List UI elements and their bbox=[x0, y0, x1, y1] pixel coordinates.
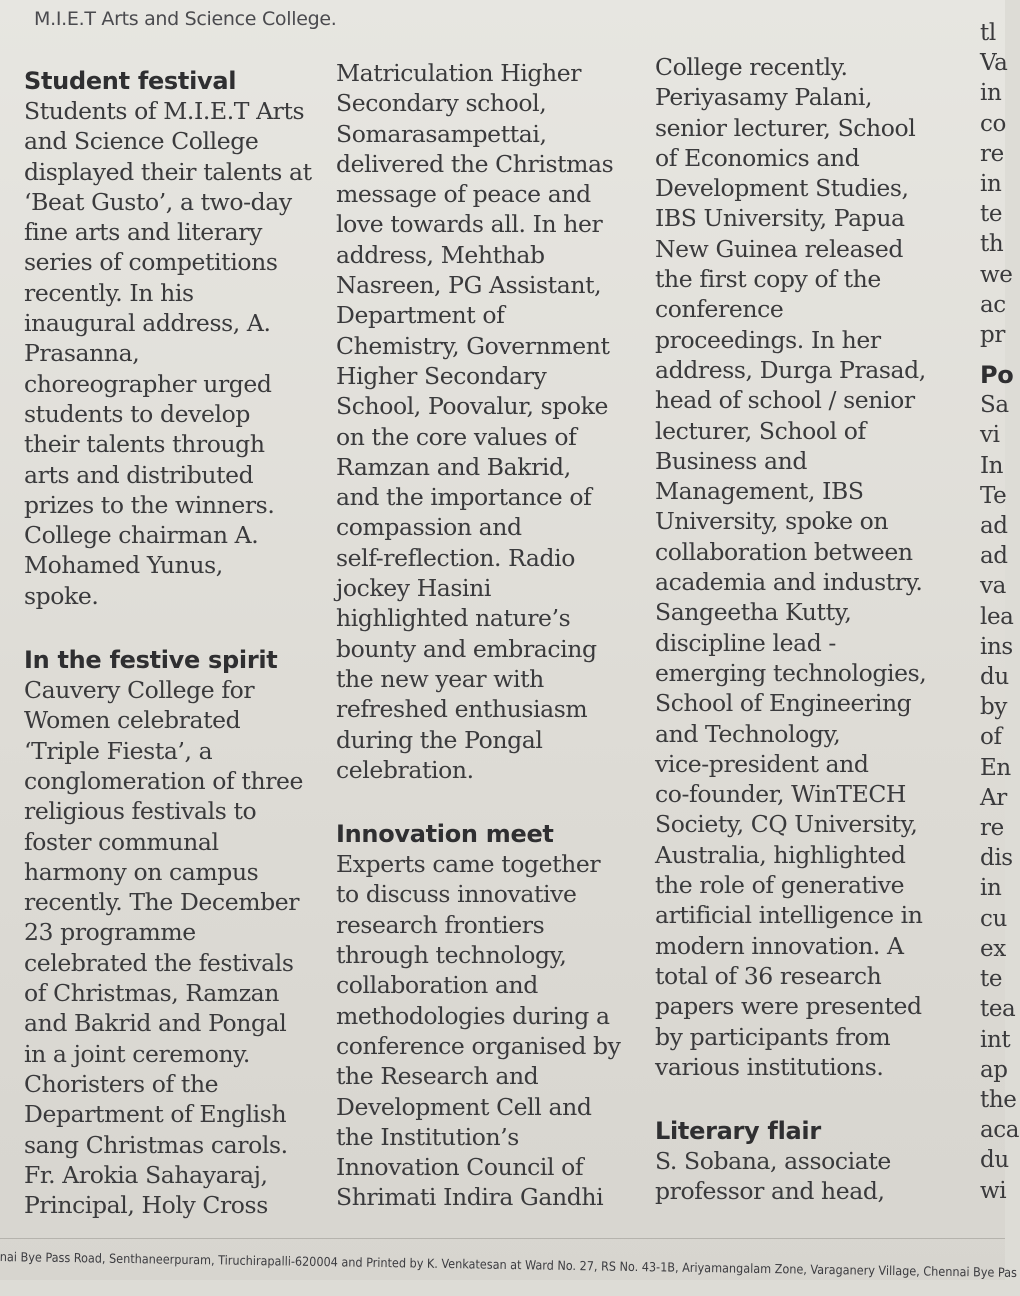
article-festive-continued bbox=[336, 58, 636, 785]
headline-innovation-meet: Innovation meet bbox=[336, 820, 554, 849]
text-line: tea bbox=[980, 996, 1016, 1023]
text-line: fine arts and literary bbox=[24, 218, 262, 247]
text-line: co-founder, WinTECH bbox=[655, 780, 907, 809]
text-line: the Research and bbox=[336, 1062, 539, 1091]
text-line: Te bbox=[980, 482, 1007, 509]
text-line: in bbox=[980, 875, 1002, 902]
text-line: Women celebrated bbox=[24, 706, 241, 735]
text-line: inaugural address, A. bbox=[24, 309, 271, 338]
text-line: papers were presented bbox=[655, 992, 922, 1021]
text-line: Cauvery College for bbox=[24, 676, 255, 705]
article-student-festival bbox=[24, 96, 324, 611]
text-line: message of peace and bbox=[336, 180, 591, 209]
text-line: Higher Secondary bbox=[336, 361, 547, 390]
text-line: highlighted nature’s bbox=[336, 604, 571, 633]
text-line: Sa bbox=[980, 392, 1009, 419]
text-line: research frontiers bbox=[336, 910, 545, 939]
text-line: in a joint ceremony. bbox=[24, 1039, 251, 1068]
text-line: Business and bbox=[655, 446, 808, 475]
text-line: School of Engineering bbox=[655, 689, 912, 718]
text-line: of Christmas, Ramzan bbox=[24, 979, 280, 1008]
text-line: emerging technologies, bbox=[655, 658, 927, 687]
text-line: Innovation Council of bbox=[336, 1153, 584, 1182]
headline-cropped: Po bbox=[980, 361, 1014, 390]
text-line: recently. In his bbox=[24, 278, 194, 307]
text-line: du bbox=[980, 1147, 1009, 1174]
text-line: bounty and embracing bbox=[336, 634, 597, 663]
text-line: ins bbox=[980, 633, 1013, 660]
article-cropped-1 bbox=[980, 18, 1020, 350]
text-line: Australia, highlighted bbox=[655, 840, 906, 869]
text-line: senior lecturer, School bbox=[655, 113, 916, 142]
text-line: Society, CQ University, bbox=[655, 810, 918, 839]
text-line: head of school / senior bbox=[655, 386, 915, 415]
text-line: choreographer urged bbox=[24, 369, 272, 398]
text-line: ad bbox=[980, 513, 1008, 540]
text-line: celebrated the festivals bbox=[24, 948, 294, 977]
text-line: and Science College bbox=[24, 127, 259, 156]
text-line: in bbox=[980, 171, 1002, 198]
text-line: harmony on campus bbox=[24, 857, 259, 886]
text-line: lea bbox=[980, 603, 1014, 630]
text-line: College chairman A. bbox=[24, 521, 259, 550]
article-innovation-meet bbox=[336, 849, 636, 1213]
text-line: conference organised by bbox=[336, 1031, 621, 1060]
text-line: re bbox=[980, 815, 1004, 842]
text-line: Students of M.I.E.T Arts bbox=[24, 97, 305, 125]
text-line: vice-president and bbox=[655, 749, 869, 778]
text-line: IBS University, Papua bbox=[655, 204, 905, 233]
text-line: the role of generative bbox=[655, 871, 905, 900]
text-line: lecturer, School of bbox=[655, 416, 866, 445]
text-line: the new year with bbox=[336, 664, 544, 693]
text-line: collaboration between bbox=[655, 537, 913, 566]
text-line: Development Cell and bbox=[336, 1092, 592, 1121]
text-line: Sangeetha Kutty, bbox=[655, 598, 852, 627]
text-line: professor and head, bbox=[655, 1177, 885, 1206]
text-line: re bbox=[980, 140, 1004, 167]
text-line: love towards all. In her bbox=[336, 210, 603, 239]
text-line: foster communal bbox=[24, 827, 219, 856]
text-line: sang Christmas carols. bbox=[24, 1130, 288, 1159]
footer-rule bbox=[0, 1238, 1005, 1239]
text-line: in bbox=[980, 80, 1002, 107]
text-line: compassion and bbox=[336, 513, 522, 542]
text-line: methodologies during a bbox=[336, 1001, 610, 1030]
text-line: refreshed enthusiasm bbox=[336, 695, 588, 724]
text-line: spoke. bbox=[24, 581, 99, 610]
text-line: College recently. bbox=[655, 53, 848, 81]
text-line: conglomeration of three bbox=[24, 766, 304, 795]
text-line: ad bbox=[980, 543, 1008, 570]
headline-literary-flair: Literary flair bbox=[655, 1117, 821, 1146]
text-line: University, spoke on bbox=[655, 507, 889, 536]
text-line: wi bbox=[980, 1177, 1007, 1204]
text-line: ‘Beat Gusto’, a two-day bbox=[24, 187, 292, 216]
text-line: the first copy of the bbox=[655, 265, 881, 294]
text-line: En bbox=[980, 754, 1011, 781]
text-line: collaboration and bbox=[336, 971, 538, 1000]
text-line: series of competitions bbox=[24, 248, 278, 277]
text-line: du bbox=[980, 664, 1009, 691]
text-line: School, Poovalur, spoke bbox=[336, 392, 609, 421]
text-line: address, Durga Prasad, bbox=[655, 355, 926, 384]
text-line: ac bbox=[980, 291, 1006, 318]
text-line: Va bbox=[980, 50, 1008, 77]
text-line: Secondary school, bbox=[336, 89, 547, 118]
text-line: Matriculation Higher bbox=[336, 59, 582, 87]
text-line: jockey Hasini bbox=[336, 574, 492, 603]
text-line: Prasanna, bbox=[24, 339, 140, 368]
text-line: Choristers of the bbox=[24, 1069, 219, 1098]
headline-festive-spirit: In the festive spirit bbox=[24, 646, 278, 675]
text-line: tl bbox=[980, 20, 996, 46]
text-line: co bbox=[980, 110, 1006, 137]
text-line: religious festivals to bbox=[24, 797, 257, 826]
column-2 bbox=[336, 58, 636, 1213]
text-line: of Economics and bbox=[655, 143, 860, 172]
text-line: Ramzan and Bakrid, bbox=[336, 452, 571, 481]
text-line: the Institution’s bbox=[336, 1122, 519, 1151]
text-line: Principal, Holy Cross bbox=[24, 1191, 268, 1220]
text-line: modern innovation. A bbox=[655, 931, 904, 960]
text-line: int bbox=[980, 1026, 1011, 1053]
text-line: te bbox=[980, 201, 1003, 228]
text-line: Fr. Arokia Sahayaraj, bbox=[24, 1160, 268, 1189]
text-line: displayed their talents at bbox=[24, 157, 312, 186]
text-line: total of 36 research bbox=[655, 961, 882, 990]
text-line: through technology, bbox=[336, 941, 567, 970]
text-line: ap bbox=[980, 1056, 1008, 1083]
text-line: celebration. bbox=[336, 755, 474, 784]
text-line: prizes to the winners. bbox=[24, 490, 275, 519]
text-line: arts and distributed bbox=[24, 460, 254, 489]
text-line: Mohamed Yunus, bbox=[24, 551, 223, 580]
text-line: In bbox=[980, 452, 1004, 479]
article-festive-spirit bbox=[24, 675, 324, 1220]
text-line: Department of English bbox=[24, 1100, 287, 1129]
text-line: th bbox=[980, 231, 1004, 258]
text-line: and the importance of bbox=[336, 483, 592, 512]
text-line: dis bbox=[980, 845, 1013, 872]
article-cropped-2 bbox=[980, 390, 1020, 1205]
text-line: of bbox=[980, 724, 1002, 751]
text-line: their talents through bbox=[24, 430, 265, 459]
text-line: S. Sobana, associate bbox=[655, 1147, 891, 1176]
text-line: conference bbox=[655, 295, 784, 324]
text-line: Nasreen, PG Assistant, bbox=[336, 271, 602, 300]
text-line: Department of bbox=[336, 301, 505, 330]
text-line: pr bbox=[980, 322, 1005, 349]
text-line: on the core values of bbox=[336, 422, 577, 451]
text-line: Management, IBS bbox=[655, 477, 864, 506]
photo-caption: M.I.E.T Arts and Science College. bbox=[34, 8, 337, 30]
headline-student-festival: Student festival bbox=[24, 67, 237, 95]
text-line: to discuss innovative bbox=[336, 880, 577, 909]
text-line: cu bbox=[980, 905, 1007, 932]
text-line: proceedings. In her bbox=[655, 325, 881, 354]
text-line: 23 programme bbox=[24, 918, 196, 947]
imprint-line: nai Bye Pass Road, Senthaneerpuram, Tiruchirapalli-620004 and Printed by K. Venkatesan at Ward No. 27, RS No. 43-1B, Ariyamangalam Zone, Varaganery Village, Chennai Bye Pas bbox=[0, 1248, 1018, 1280]
text-line: by bbox=[980, 694, 1007, 721]
text-line: Somarasampettai, bbox=[336, 119, 547, 148]
text-line: Shrimati Indira Gandhi bbox=[336, 1183, 604, 1212]
text-line: and Technology, bbox=[655, 719, 841, 748]
column-4-cropped bbox=[980, 18, 1020, 1206]
text-line: academia and industry. bbox=[655, 568, 923, 597]
text-line: discipline lead - bbox=[655, 628, 836, 657]
text-line: Ar bbox=[980, 784, 1007, 811]
text-line: various institutions. bbox=[655, 1052, 884, 1081]
text-line: Development Studies, bbox=[655, 174, 909, 203]
column-1 bbox=[24, 66, 324, 1220]
text-line: New Guinea released bbox=[655, 234, 903, 263]
text-line: ex bbox=[980, 935, 1006, 962]
text-line: during the Pongal bbox=[336, 725, 543, 754]
text-line: Chemistry, Government bbox=[336, 331, 610, 360]
article-literary-flair bbox=[655, 1146, 955, 1207]
text-line: vi bbox=[980, 422, 1000, 449]
text-line: address, Mehthab bbox=[336, 240, 545, 269]
column-3 bbox=[655, 52, 955, 1207]
text-line: delivered the Christmas bbox=[336, 149, 614, 178]
text-line: the bbox=[980, 1086, 1017, 1113]
text-line: by participants from bbox=[655, 1022, 891, 1051]
text-line: va bbox=[980, 573, 1006, 600]
text-line: self-reflection. Radio bbox=[336, 543, 576, 572]
text-line: we bbox=[980, 261, 1013, 288]
text-line: aca bbox=[980, 1117, 1020, 1144]
text-line: te bbox=[980, 966, 1003, 993]
text-line: students to develop bbox=[24, 399, 251, 428]
text-line: artificial intelligence in bbox=[655, 901, 923, 930]
text-line: Periyasamy Palani, bbox=[655, 83, 873, 112]
text-line: ‘Triple Fiesta’, a bbox=[24, 736, 213, 765]
text-line: Experts came together bbox=[336, 850, 601, 879]
text-line: recently. The December bbox=[24, 888, 300, 917]
article-innovation-continued bbox=[655, 52, 955, 1082]
text-line: and Bakrid and Pongal bbox=[24, 1009, 287, 1038]
